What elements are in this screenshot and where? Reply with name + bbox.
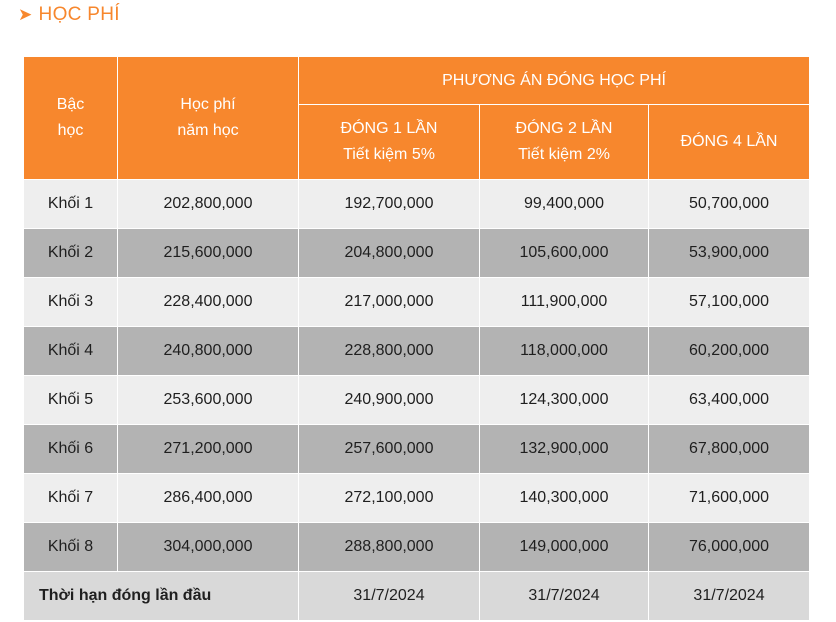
- cell-annual-fee: 215,600,000: [118, 229, 299, 278]
- cell-pay-twice: 118,000,000: [480, 327, 649, 376]
- cell-pay-once: 288,800,000: [299, 523, 480, 572]
- cell-level: Khối 4: [24, 327, 118, 376]
- cell-annual-fee: 304,000,000: [118, 523, 299, 572]
- cell-annual-fee: 271,200,000: [118, 425, 299, 474]
- cell-pay-twice: 99,400,000: [480, 180, 649, 229]
- header-pay-twice-line-1: ĐÓNG 2 LẦN: [515, 120, 613, 137]
- table-row: [24, 425, 810, 474]
- arrow-right-icon: ➤: [18, 5, 33, 24]
- cell-pay-once: 257,600,000: [299, 425, 480, 474]
- header-pay-twice: [480, 105, 649, 180]
- cell-pay-four: 76,000,000: [649, 523, 810, 572]
- cell-pay-twice: 140,300,000: [480, 474, 649, 523]
- table-row: [24, 474, 810, 523]
- header-level-line-1: Bậc: [56, 96, 85, 113]
- cell-level: Khối 6: [24, 425, 118, 474]
- cell-annual-fee: 240,800,000: [118, 327, 299, 376]
- cell-pay-twice: 105,600,000: [480, 229, 649, 278]
- cell-pay-twice: 111,900,000: [480, 278, 649, 327]
- section-title-text: HỌC PHÍ: [38, 4, 120, 25]
- header-pay-once: [299, 105, 480, 180]
- header-annual-fee: [118, 57, 299, 180]
- header-level-line-2: học: [57, 122, 84, 139]
- deadline-pay-four: 31/7/2024: [649, 572, 810, 621]
- section-title: [18, 3, 120, 27]
- cell-level: Khối 7: [24, 474, 118, 523]
- cell-level: Khối 3: [24, 278, 118, 327]
- header-row: [24, 57, 810, 105]
- cell-pay-four: 53,900,000: [649, 229, 810, 278]
- cell-pay-once: 228,800,000: [299, 327, 480, 376]
- cell-level: Khối 2: [24, 229, 118, 278]
- cell-level: Khối 8: [24, 523, 118, 572]
- header-annual-fee-line-1: Học phí: [180, 96, 236, 113]
- cell-pay-four: 57,100,000: [649, 278, 810, 327]
- table-row: [24, 327, 810, 376]
- cell-pay-four: 67,800,000: [649, 425, 810, 474]
- table-row: [24, 523, 810, 572]
- header-pay-twice-line-2: Tiết kiệm 2%: [518, 146, 610, 163]
- deadline-label: Thời hạn đóng lần đầu: [24, 572, 299, 621]
- header-pay-once-line-2: Tiết kiệm 5%: [343, 146, 435, 163]
- cell-pay-once: 240,900,000: [299, 376, 480, 425]
- cell-pay-four: 60,200,000: [649, 327, 810, 376]
- cell-level: Khối 5: [24, 376, 118, 425]
- cell-pay-four: 63,400,000: [649, 376, 810, 425]
- cell-annual-fee: 286,400,000: [118, 474, 299, 523]
- cell-pay-once: 272,100,000: [299, 474, 480, 523]
- cell-pay-four: 71,600,000: [649, 474, 810, 523]
- cell-pay-twice: 132,900,000: [480, 425, 649, 474]
- deadline-pay-once: 31/7/2024: [299, 572, 480, 621]
- header-level: [24, 57, 118, 180]
- cell-pay-once: 204,800,000: [299, 229, 480, 278]
- header-pay-four: ĐÓNG 4 LẦN: [649, 105, 810, 180]
- cell-pay-four: 50,700,000: [649, 180, 810, 229]
- tuition-fee-table: [23, 56, 810, 621]
- deadline-row: [24, 572, 810, 621]
- table-row: [24, 229, 810, 278]
- table-row: [24, 376, 810, 425]
- cell-annual-fee: 202,800,000: [118, 180, 299, 229]
- cell-pay-twice: 149,000,000: [480, 523, 649, 572]
- deadline-pay-twice: 31/7/2024: [480, 572, 649, 621]
- cell-pay-twice: 124,300,000: [480, 376, 649, 425]
- header-payment-options: PHƯƠNG ÁN ĐÓNG HỌC PHÍ: [299, 57, 810, 105]
- table-row: [24, 278, 810, 327]
- cell-annual-fee: 228,400,000: [118, 278, 299, 327]
- header-annual-fee-line-2: năm học: [177, 122, 239, 139]
- header-pay-once-line-1: ĐÓNG 1 LẦN: [340, 120, 438, 137]
- cell-annual-fee: 253,600,000: [118, 376, 299, 425]
- table-row: [24, 180, 810, 229]
- cell-pay-once: 217,000,000: [299, 278, 480, 327]
- cell-level: Khối 1: [24, 180, 118, 229]
- cell-pay-once: 192,700,000: [299, 180, 480, 229]
